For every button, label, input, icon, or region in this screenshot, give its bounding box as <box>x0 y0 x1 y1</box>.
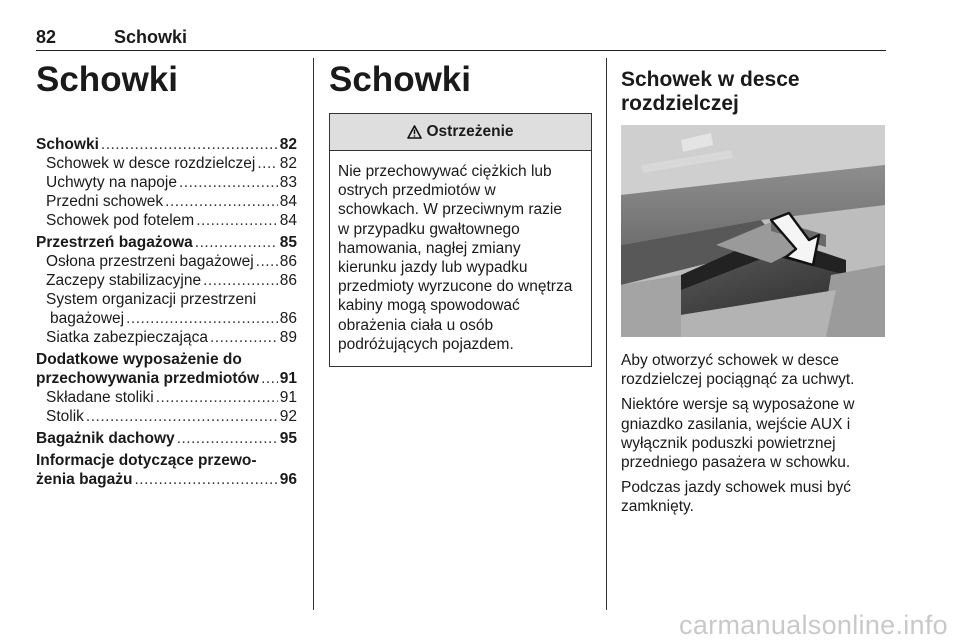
heading-line: Schowek w desce <box>621 68 800 91</box>
warning-line: kabiny mogą spowodować <box>338 297 520 315</box>
toc-page-number: 85 <box>279 234 297 251</box>
section-column <box>329 60 592 367</box>
paragraph <box>621 478 887 516</box>
toc-leader <box>165 192 278 211</box>
glovebox-column <box>621 68 887 523</box>
toc-entry-title: Stolik <box>46 408 84 425</box>
toc-leader <box>195 233 278 252</box>
warning-line: ostrych przedmiotów w <box>338 182 496 200</box>
toc-entry <box>36 211 297 230</box>
toc-page-number: 82 <box>279 136 297 153</box>
toc-entry <box>36 388 297 407</box>
paragraph-line: Podczas jazdy schowek musi być <box>621 479 852 497</box>
toc-entry <box>36 309 297 328</box>
toc-leader <box>203 271 278 290</box>
toc-entry-title: Schowki <box>36 136 99 153</box>
toc-entry <box>36 429 297 448</box>
warning-line: hamowania, nagłej zmiany <box>338 239 521 257</box>
warning-line: obrażenia ciała u osób <box>338 316 494 334</box>
toc-leader <box>210 328 278 347</box>
warning-line: przedmioty wyrzucone do wnętrza <box>338 278 573 296</box>
paragraph-line: Niektóre wersje są wyposażone w <box>621 396 855 414</box>
toc-entry-title: żenia bagażu <box>36 471 133 488</box>
toc-page-number: 83 <box>279 174 297 191</box>
toc-entry <box>36 192 297 211</box>
paragraph-line: rozdzielczej pociągnąć za uchwyt. <box>621 371 855 389</box>
watermark: carmanualsonline.info <box>679 610 948 640</box>
toc-entry-title: Przestrzeń bagażowa <box>36 234 193 251</box>
glovebox-heading <box>621 68 887 116</box>
running-title: Schowki <box>114 27 188 47</box>
toc-leader <box>179 173 278 192</box>
warning-line: kierunku jazdy lub wypadku <box>338 259 528 277</box>
toc-leader <box>156 388 278 407</box>
toc-entry <box>36 252 297 271</box>
toc-entry-title: Schowek pod fotelem <box>46 212 195 229</box>
toc-leader <box>257 154 277 173</box>
toc-entry <box>36 154 297 173</box>
toc-page-number: 86 <box>279 272 297 289</box>
toc-entry-title: bagażowej <box>50 310 125 327</box>
toc-entry <box>36 135 297 154</box>
toc-entry-title: Zaczepy stabilizacyjne <box>46 272 202 289</box>
toc-entry <box>36 271 297 290</box>
toc-page-number: 92 <box>279 408 297 425</box>
toc-page-number: 82 <box>279 155 297 172</box>
toc-entry-title: Bagażnik dachowy <box>36 430 175 447</box>
paragraph-line: przedniego pasażera w schowku. <box>621 454 851 472</box>
paragraph <box>621 351 887 389</box>
toc-entry <box>36 173 297 192</box>
chapter-title: Schowki <box>36 60 178 99</box>
toc-entry <box>36 470 297 489</box>
toc-entry-title: Osłona przestrzeni bagażowej <box>46 253 254 270</box>
toc-entry-line: System organizacji przestrzeni <box>46 291 257 308</box>
toc-page-number: 91 <box>279 370 297 387</box>
page-number: 82 <box>36 27 57 47</box>
toc-leader <box>177 429 278 448</box>
toc-entry-title: Uchwyty na napoje <box>46 174 177 191</box>
toc-leader <box>101 135 278 154</box>
warning-line: schowkach. W przeciwnym razie <box>338 201 562 219</box>
toc-page-number: 86 <box>279 253 297 270</box>
paragraph-line: gniazdko zasilania, wejście AUX i <box>621 415 851 433</box>
column-divider-right <box>606 58 607 610</box>
table-of-contents <box>36 135 297 489</box>
glovebox-instructions <box>621 351 887 517</box>
warning-line: w przypadku gwałtownego <box>338 220 520 238</box>
heading-line: rozdzielczej <box>621 92 739 115</box>
toc-page-number: 95 <box>279 430 297 447</box>
toc-page-number: 96 <box>279 471 297 488</box>
warning-line: Nie przechowywać ciężkich lub <box>338 163 552 180</box>
toc-entry <box>36 328 297 347</box>
toc-entry-line: Informacje dotyczące przewo- <box>36 452 257 469</box>
warning-title: Ostrzeżenie <box>426 123 514 140</box>
warning-box <box>329 113 592 367</box>
toc-page-number: 86 <box>279 310 297 327</box>
toc-page-number: 84 <box>279 212 297 229</box>
toc-leader <box>86 407 278 426</box>
warning-line: podróżujących pojazdem. <box>338 335 514 353</box>
toc-entry <box>36 369 297 388</box>
toc-page-number: 91 <box>279 389 297 406</box>
section-title: Schowki <box>329 60 471 99</box>
column-divider-left <box>313 58 314 610</box>
paragraph-line: zamknięty. <box>621 498 694 516</box>
paragraph <box>621 395 887 472</box>
toc-entry <box>36 407 297 426</box>
paragraph-line: Aby otworzyć schowek w desce <box>621 352 839 369</box>
toc-entry-line: Dodatkowe wyposażenie do <box>36 351 242 368</box>
toc-entry <box>36 233 297 252</box>
glovebox-photo <box>621 125 885 337</box>
toc-leader <box>134 470 277 489</box>
warning-header <box>330 114 591 151</box>
toc-entry-title: przechowywania przedmiotów <box>36 370 260 387</box>
toc-leader <box>261 369 278 388</box>
toc-leader <box>196 211 278 230</box>
toc-leader <box>256 252 278 271</box>
toc-entry-title: Siatka zabezpieczająca <box>46 329 208 346</box>
toc-leader <box>126 309 278 328</box>
toc-page-number: 89 <box>279 329 297 346</box>
toc-entry-title: Schowek w desce rozdzielczej <box>46 155 256 172</box>
page-header <box>36 20 886 51</box>
warning-triangle-icon <box>407 125 422 139</box>
paragraph-line: wyłącznik poduszki powietrznej <box>621 434 836 452</box>
toc-entry-title: Składane stoliki <box>46 389 154 406</box>
warning-text <box>330 151 591 366</box>
toc-entry-title: Przedni schowek <box>46 193 164 210</box>
chapter-contents-column <box>36 60 297 489</box>
toc-page-number: 84 <box>279 193 297 210</box>
